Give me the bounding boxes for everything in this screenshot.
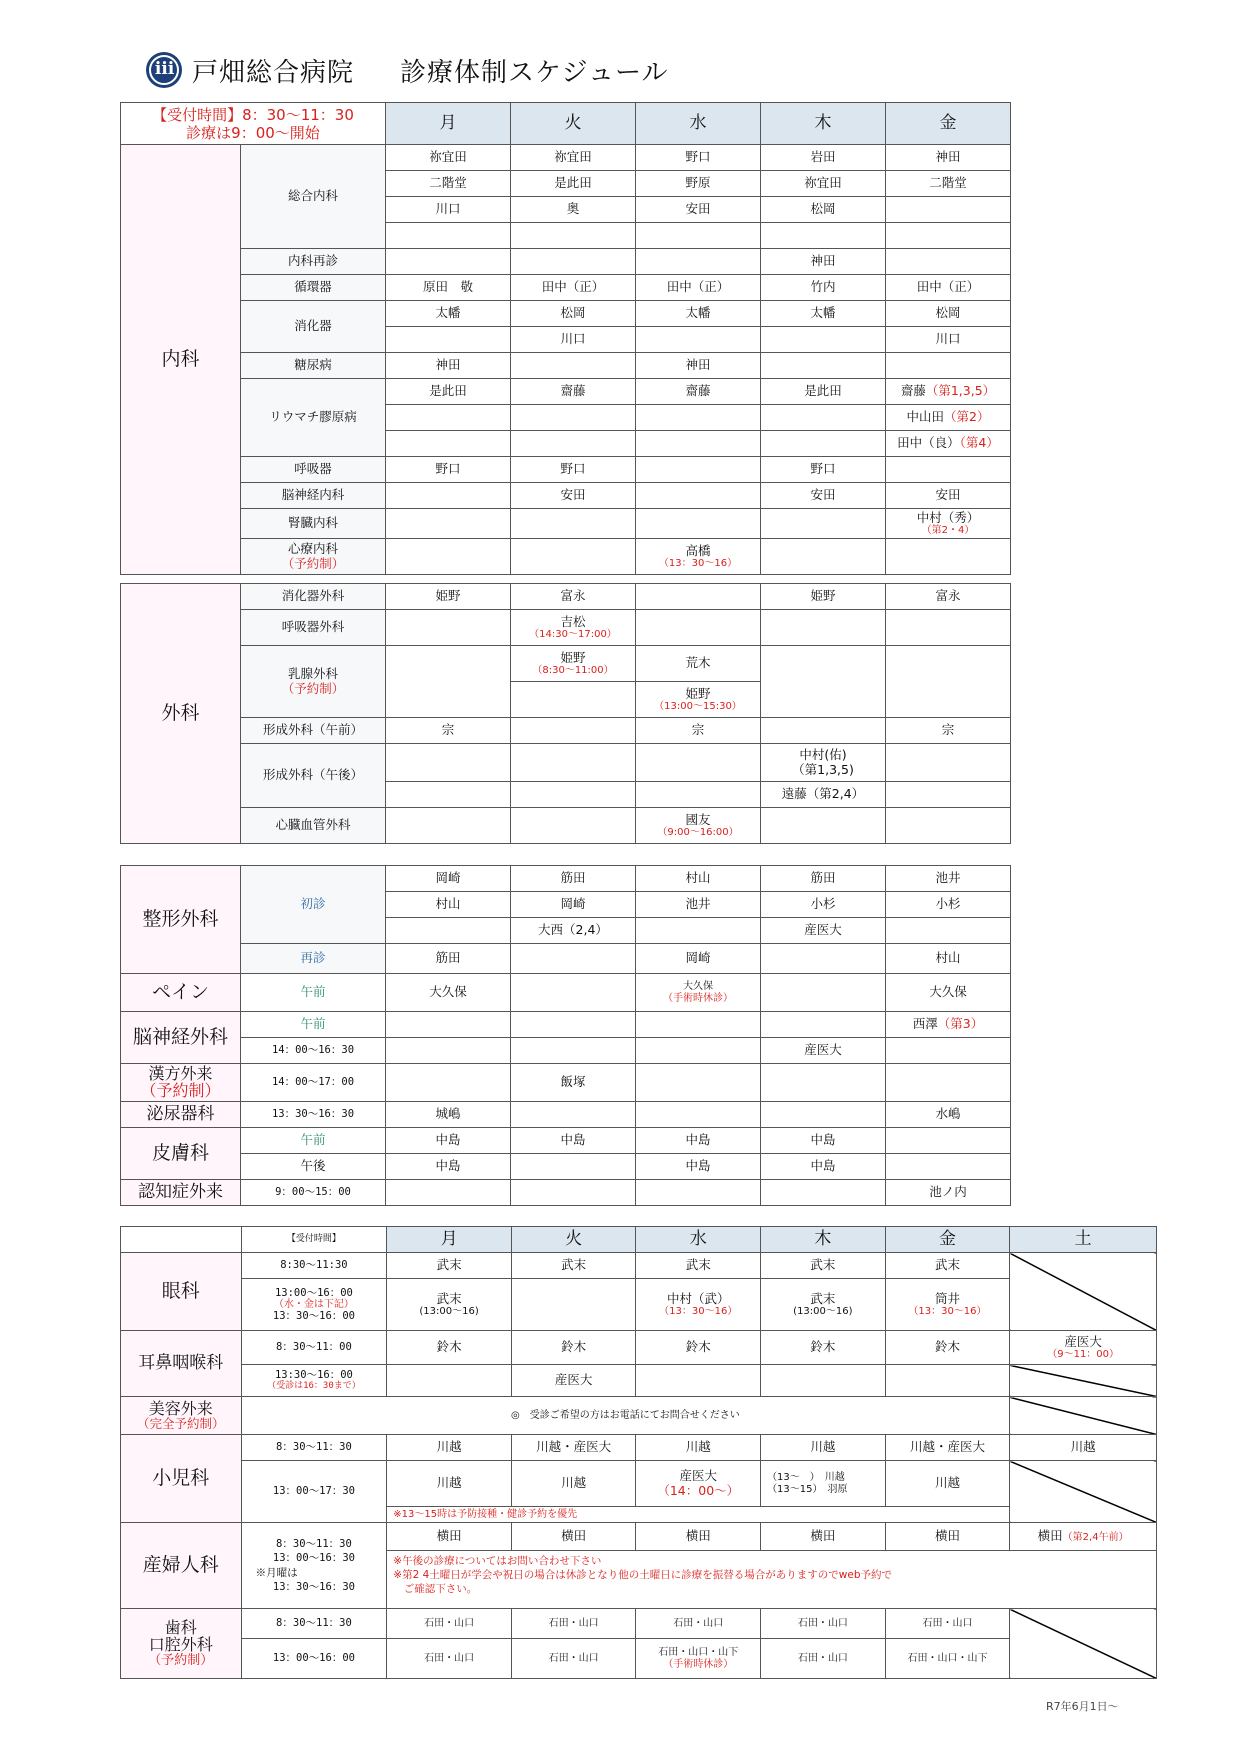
time-label: 8：30〜11：30 bbox=[241, 1435, 387, 1461]
dept-hinyo: 泌尿器科 bbox=[121, 1102, 241, 1128]
main-schedule-table bbox=[120, 102, 1011, 575]
cell: 産医大 （9〜11：00） bbox=[1010, 1331, 1157, 1365]
table-row bbox=[121, 1523, 1157, 1551]
cell: 大久保 bbox=[386, 974, 511, 1012]
cell: 横田 bbox=[761, 1523, 886, 1551]
cell: 野口 bbox=[511, 457, 636, 483]
table-row bbox=[121, 1639, 1157, 1679]
dept-sanfu: 産婦人科 bbox=[121, 1523, 242, 1609]
cell: 齋藤（第1,3,5） bbox=[886, 379, 1011, 405]
cell: 野口 bbox=[636, 145, 761, 171]
cell: 西澤（第3） bbox=[886, 1012, 1011, 1038]
table-row bbox=[121, 483, 1011, 509]
sub-shoshin: 初診 bbox=[300, 896, 326, 912]
cell: 中島 bbox=[761, 1154, 886, 1180]
cell: 國友 （9:00〜16:00） bbox=[636, 808, 761, 844]
cell: 筋田 bbox=[511, 866, 636, 892]
cell: 姫野 bbox=[386, 584, 511, 610]
cell bbox=[886, 197, 1011, 223]
table-row bbox=[121, 808, 1011, 844]
cell: 是此田 bbox=[386, 379, 511, 405]
dept-shoni: 小児科 bbox=[121, 1435, 242, 1523]
table-row bbox=[121, 1609, 1157, 1639]
cell: （13〜 ） 川越 （13〜15） 羽原 bbox=[761, 1461, 886, 1507]
cell: 宗 bbox=[386, 718, 511, 744]
table-row bbox=[121, 1012, 1011, 1038]
cell: 武末 (13:00〜16) bbox=[761, 1279, 886, 1331]
sub-kokyu-geka: 呼吸器外科 bbox=[241, 610, 386, 646]
sub-junkan: 循環器 bbox=[241, 275, 386, 301]
cell: 安田 bbox=[511, 483, 636, 509]
day-mon: 月 bbox=[387, 1227, 512, 1253]
day-sat: 土 bbox=[1010, 1227, 1157, 1253]
cell: 石田・山口 bbox=[761, 1639, 886, 1679]
cell: 宗 bbox=[886, 718, 1011, 744]
cell: 村山 bbox=[886, 944, 1011, 974]
table-row bbox=[121, 974, 1011, 1012]
cell: 奥 bbox=[511, 197, 636, 223]
hospital-logo-icon: ⅲ bbox=[146, 52, 182, 88]
cell: 川口 bbox=[386, 197, 511, 223]
day-fri: 金 bbox=[886, 103, 1011, 145]
time-label: 8：30〜11：30 13：00〜16：30 ※月曜は 13：30〜16：30 bbox=[241, 1523, 387, 1609]
page-title: 診療体制スケジュール bbox=[400, 57, 669, 88]
day-fri: 金 bbox=[885, 1227, 1010, 1253]
cell: 鈴木 bbox=[636, 1331, 761, 1365]
cell: 川越 bbox=[885, 1461, 1010, 1507]
cell: 岡崎 bbox=[511, 892, 636, 918]
table-row bbox=[121, 353, 1011, 379]
time-label: 13：00〜17：30 bbox=[241, 1461, 387, 1523]
cell: 野原 bbox=[636, 171, 761, 197]
sub-gozen: 午前 bbox=[241, 1012, 386, 1038]
time-label: 14：00〜16：30 bbox=[241, 1038, 386, 1064]
sub-sogo-naika: 総合内科 bbox=[241, 145, 386, 249]
time-label: 9：00〜15：00 bbox=[241, 1180, 386, 1206]
table-row bbox=[121, 457, 1011, 483]
cell: 石田・山口・山下 （手術時休診） bbox=[636, 1639, 761, 1679]
cell: 川越 bbox=[511, 1461, 636, 1507]
cell: 筋田 bbox=[761, 866, 886, 892]
cell: 川口 bbox=[886, 327, 1011, 353]
sub-gogo: 午後 bbox=[241, 1154, 386, 1180]
cell: 遠藤（第2,4） bbox=[761, 782, 886, 808]
cell: 富永 bbox=[886, 584, 1011, 610]
cell: 竹内 bbox=[761, 275, 886, 301]
table-row bbox=[121, 584, 1011, 610]
cell: 松岡 bbox=[886, 301, 1011, 327]
cell: 姫野 （8:30〜11:00） bbox=[511, 646, 636, 682]
time-label: 13：30〜16：30 bbox=[241, 1102, 386, 1128]
dept-geka: 外科 bbox=[121, 584, 241, 844]
sub-keisei-pm: 形成外科（午後） bbox=[241, 744, 386, 808]
cell: 池井 bbox=[636, 892, 761, 918]
closed-cell bbox=[1010, 1609, 1157, 1679]
sub-noushin-naika: 脳神経内科 bbox=[241, 483, 386, 509]
closed-cell bbox=[1010, 1461, 1157, 1523]
sanfu-notes: ※午後の診療についてはお問い合わせ下さい ※第2 4土曜日が学会や祝日の場合は休診となり他の土曜日に診療を振替る場合がありますのでweb予約で ご確認下さい。 bbox=[387, 1551, 1157, 1609]
day-header-row-2 bbox=[121, 1227, 1157, 1253]
cell: 川越 bbox=[761, 1435, 886, 1461]
cell: 産医大 bbox=[761, 1038, 886, 1064]
cell: 石田・山口 bbox=[511, 1639, 636, 1679]
reception-label: 【受付時間】 bbox=[241, 1227, 387, 1253]
cell: 横田 bbox=[885, 1523, 1010, 1551]
table-row bbox=[121, 610, 1011, 646]
cell: 武末 bbox=[511, 1253, 636, 1279]
cell: 神田 bbox=[761, 249, 886, 275]
cell: 川口 bbox=[511, 327, 636, 353]
closed-cell bbox=[1010, 1365, 1157, 1397]
sub-nyusen: 乳腺外科 （予約制） bbox=[241, 646, 386, 718]
dept-seikei: 整形外科 bbox=[121, 866, 241, 974]
cell: 神田 bbox=[386, 353, 511, 379]
cell: 田中（良）（第4） bbox=[886, 431, 1011, 457]
cell: 武末 bbox=[761, 1253, 886, 1279]
cell: 姫野 bbox=[761, 584, 886, 610]
table-row bbox=[121, 301, 1011, 327]
time-label: 13:00〜16：00 （水・金は下記） 13：30〜16：00 bbox=[241, 1279, 387, 1331]
dept-shika: 歯科 口腔外科 （予約制） bbox=[121, 1609, 242, 1679]
dept-noushinkei: 脳神経外科 bbox=[121, 1012, 241, 1064]
other-schedule-table bbox=[120, 865, 1011, 1206]
cell: 池ノ内 bbox=[886, 1180, 1011, 1206]
table-row bbox=[121, 145, 1011, 171]
day-header-row bbox=[121, 103, 1011, 145]
cell: 川越・産医大 bbox=[885, 1435, 1010, 1461]
time-label: 8：30〜11：30 bbox=[241, 1609, 387, 1639]
cell: 姫野 （13:00〜15:30） bbox=[636, 682, 761, 718]
cell: 鈴木 bbox=[761, 1331, 886, 1365]
cell: 水嶋 bbox=[886, 1102, 1011, 1128]
cell: 神田 bbox=[886, 145, 1011, 171]
cell: 川越 bbox=[387, 1435, 512, 1461]
time-label: 8：30〜11：00 bbox=[241, 1331, 387, 1365]
sub-shoka-geka: 消化器外科 bbox=[241, 584, 386, 610]
cell: 村山 bbox=[636, 866, 761, 892]
cell: 太幡 bbox=[386, 301, 511, 327]
cell: 祢宜田 bbox=[386, 145, 511, 171]
table-row bbox=[121, 1154, 1011, 1180]
cell: 中村(佑) （第1,3,5) bbox=[761, 744, 886, 782]
dept-jibi: 耳鼻咽喉科 bbox=[121, 1331, 242, 1397]
sub-shinryo: 心療内科 （予約制） bbox=[241, 539, 386, 575]
cell: 石田・山口 bbox=[636, 1609, 761, 1639]
cell: 横田（第2,4午前） bbox=[1010, 1523, 1157, 1551]
cell: 太幡 bbox=[761, 301, 886, 327]
day-thu: 木 bbox=[761, 1227, 886, 1253]
effective-date: R7年6月1日〜 bbox=[1046, 1700, 1119, 1713]
dept-pain: ペイン bbox=[121, 974, 241, 1012]
table-row bbox=[121, 1331, 1157, 1365]
cell: 齋藤 bbox=[636, 379, 761, 405]
dept-ganka: 眼科 bbox=[121, 1253, 242, 1331]
cell: 大西（2,4） bbox=[511, 918, 636, 944]
sub-saishin: 再診 bbox=[300, 950, 326, 966]
cell: 飯塚 bbox=[511, 1064, 636, 1102]
biyo-message: ◎ 受診ご希望の方はお電話にてお問合せください bbox=[241, 1397, 1010, 1435]
cell: 中村（秀） （第2・4） bbox=[886, 509, 1011, 539]
cell: 中島 bbox=[511, 1128, 636, 1154]
cell: 宗 bbox=[636, 718, 761, 744]
cell: 鈴木 bbox=[511, 1331, 636, 1365]
day-thu: 木 bbox=[761, 103, 886, 145]
table-row bbox=[121, 1064, 1011, 1102]
cell: 中島 bbox=[761, 1128, 886, 1154]
cell: 小杉 bbox=[886, 892, 1011, 918]
dept-naika: 内科 bbox=[121, 145, 241, 575]
cell: 祢宜田 bbox=[511, 145, 636, 171]
day-wed: 水 bbox=[636, 103, 761, 145]
cell: 鈴木 bbox=[387, 1331, 512, 1365]
dept-ninchi: 認知症外来 bbox=[121, 1180, 241, 1206]
cell: 武末 (13:00〜16) bbox=[387, 1279, 512, 1331]
cell: 中島 bbox=[386, 1128, 511, 1154]
closed-cell bbox=[1010, 1397, 1157, 1435]
cell: 是此田 bbox=[511, 171, 636, 197]
sub-riumachi: リウマチ膠原病 bbox=[241, 379, 386, 457]
reception-hours: 【受付時間】8：30〜11：30 診療は9：00〜開始 bbox=[121, 103, 386, 145]
cell: 岡崎 bbox=[636, 944, 761, 974]
cell: 鈴木 bbox=[885, 1331, 1010, 1365]
sub-shinzo-geka: 心臓血管外科 bbox=[241, 808, 386, 844]
cell: 田中（正） bbox=[636, 275, 761, 301]
second-schedule-table bbox=[120, 1226, 1157, 1679]
cell: 岩田 bbox=[761, 145, 886, 171]
hospital-name: 戸畑総合病院 bbox=[192, 57, 355, 88]
cell: 野口 bbox=[386, 457, 511, 483]
cell: 中島 bbox=[386, 1154, 511, 1180]
cell: 産医大 （14：00〜） bbox=[636, 1461, 761, 1507]
table-row bbox=[121, 1435, 1157, 1461]
cell: 田中（正） bbox=[511, 275, 636, 301]
table-row bbox=[121, 539, 1011, 575]
table-row bbox=[121, 944, 1011, 974]
cell: 川越 bbox=[1010, 1435, 1157, 1461]
sub-tonyo: 糖尿病 bbox=[241, 353, 386, 379]
closed-cell bbox=[1010, 1253, 1157, 1331]
table-row bbox=[121, 718, 1011, 744]
day-tue: 火 bbox=[511, 103, 636, 145]
table-row bbox=[121, 646, 1011, 682]
cell: 城嶋 bbox=[386, 1102, 511, 1128]
cell: 富永 bbox=[511, 584, 636, 610]
cell: 中村（武） （13：30〜16） bbox=[636, 1279, 761, 1331]
page-header bbox=[146, 50, 668, 90]
time-label: 13：00〜16：00 bbox=[241, 1639, 387, 1679]
table-row bbox=[121, 1253, 1157, 1279]
cell: 大久保 （手術時休診） bbox=[636, 974, 761, 1012]
cell: 齋藤 bbox=[511, 379, 636, 405]
cell: 田中（正） bbox=[886, 275, 1011, 301]
cell: 石田・山口 bbox=[511, 1609, 636, 1639]
cell: 原田 敬 bbox=[386, 275, 511, 301]
sub-kokyu: 呼吸器 bbox=[241, 457, 386, 483]
cell: 松岡 bbox=[511, 301, 636, 327]
table-row bbox=[121, 1180, 1011, 1206]
sub-gozen: 午前 bbox=[241, 1128, 386, 1154]
table-row bbox=[121, 1038, 1011, 1064]
sub-keisei-am: 形成外科（午前） bbox=[241, 718, 386, 744]
cell: 産医大 bbox=[511, 1365, 636, 1397]
cell: 二階堂 bbox=[386, 171, 511, 197]
cell: 中山田（第2） bbox=[886, 405, 1011, 431]
cell: 岡崎 bbox=[386, 866, 511, 892]
table-row bbox=[121, 249, 1011, 275]
day-tue: 火 bbox=[511, 1227, 636, 1253]
table-row bbox=[121, 866, 1011, 892]
cell: 石田・山口 bbox=[387, 1639, 512, 1679]
cell: 中島 bbox=[636, 1154, 761, 1180]
cell: 安田 bbox=[761, 483, 886, 509]
cell: 石田・山口 bbox=[761, 1609, 886, 1639]
table-row bbox=[121, 1279, 1157, 1331]
cell: 石田・山口 bbox=[885, 1609, 1010, 1639]
cell: 石田・山口 bbox=[387, 1609, 512, 1639]
cell: 武末 bbox=[885, 1253, 1010, 1279]
cell: 是此田 bbox=[761, 379, 886, 405]
cell: 筒井 （13：30〜16） bbox=[885, 1279, 1010, 1331]
cell: 大久保 bbox=[886, 974, 1011, 1012]
sub-gozen: 午前 bbox=[241, 974, 386, 1012]
cell: 祢宜田 bbox=[761, 171, 886, 197]
sub-jinzo: 腎臓内科 bbox=[241, 509, 386, 539]
cell: 村山 bbox=[386, 892, 511, 918]
shoni-note: ※13〜15時は予防接種・健診予約を優先 bbox=[387, 1507, 1010, 1523]
cell: 太幡 bbox=[636, 301, 761, 327]
cell: 石田・山口・山下 bbox=[885, 1639, 1010, 1679]
cell: 川越・産医大 bbox=[511, 1435, 636, 1461]
cell: 産医大 bbox=[761, 918, 886, 944]
dept-kanpo: 漢方外来 （予約制） bbox=[121, 1064, 241, 1102]
day-mon: 月 bbox=[386, 103, 511, 145]
cell: 安田 bbox=[886, 483, 1011, 509]
cell: 川越 bbox=[387, 1461, 512, 1507]
cell: 横田 bbox=[636, 1523, 761, 1551]
dept-biyo: 美容外来 （完全予約制） bbox=[121, 1397, 242, 1435]
cell: 高橋 （13：30〜16） bbox=[636, 539, 761, 575]
cell: 神田 bbox=[636, 353, 761, 379]
table-row bbox=[121, 1128, 1011, 1154]
cell: 野口 bbox=[761, 457, 886, 483]
table-row bbox=[121, 275, 1011, 301]
cell: 安田 bbox=[636, 197, 761, 223]
cell: 二階堂 bbox=[886, 171, 1011, 197]
sub-shoka: 消化器 bbox=[241, 301, 386, 353]
time-label: 8:30〜11:30 bbox=[241, 1253, 387, 1279]
table-row bbox=[121, 744, 1011, 782]
cell: 吉松 （14:30〜17:00） bbox=[511, 610, 636, 646]
cell: 川越 bbox=[636, 1435, 761, 1461]
table-row bbox=[121, 1365, 1157, 1397]
cell: 横田 bbox=[511, 1523, 636, 1551]
table-row bbox=[121, 379, 1011, 405]
time-label: 14：00〜17：00 bbox=[241, 1064, 386, 1102]
cell: 筋田 bbox=[386, 944, 511, 974]
cell: 武末 bbox=[636, 1253, 761, 1279]
table-row bbox=[121, 1397, 1157, 1435]
time-label: 13:30〜16：00 （受診は16：30まで） bbox=[241, 1365, 387, 1397]
table-row bbox=[121, 1102, 1011, 1128]
cell: 中島 bbox=[636, 1128, 761, 1154]
cell: 横田 bbox=[387, 1523, 512, 1551]
table-row bbox=[121, 1461, 1157, 1507]
cell: 池井 bbox=[886, 866, 1011, 892]
dept-hifu: 皮膚科 bbox=[121, 1128, 241, 1180]
cell: 荒木 bbox=[636, 646, 761, 682]
cell: 松岡 bbox=[761, 197, 886, 223]
cell: 武末 bbox=[387, 1253, 512, 1279]
cell: 小杉 bbox=[761, 892, 886, 918]
table-row bbox=[121, 509, 1011, 539]
day-wed: 水 bbox=[636, 1227, 761, 1253]
surgery-schedule-table bbox=[120, 583, 1011, 844]
sub-naika-saishin: 内科再診 bbox=[241, 249, 386, 275]
